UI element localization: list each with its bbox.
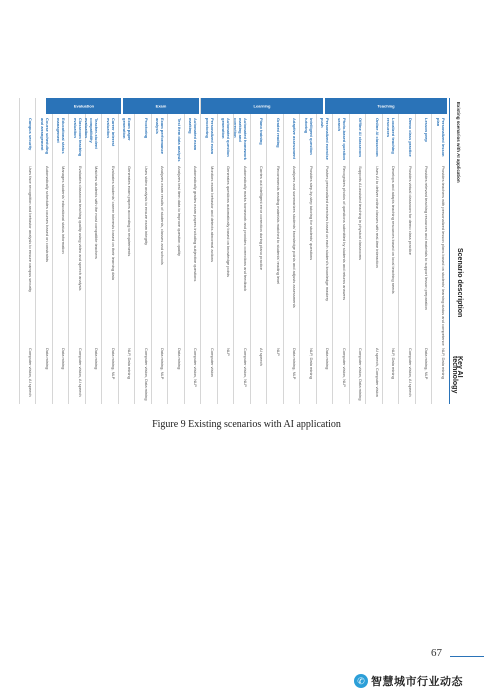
technology-cell: Computer vision, AI speech [78,348,83,397]
technology-cell: Data mining, NLP [111,348,116,380]
description-cell: Analyzes test item data to improve question quality [177,166,182,257]
technology-cell: Data mining [325,348,331,370]
scenario-cell: Educational status management [56,118,67,154]
scenario-cell: Offline AI classroom [358,118,364,157]
table-row [415,98,432,404]
description-cell: Uses face recognition and behavior analysis to ensure campus security [28,166,34,293]
table-row [316,98,333,404]
description-cell: Uses AI to deliver online classes with real-time interaction [375,166,380,268]
table-row [267,98,284,404]
scenario-cell: Adaptive assessment [292,118,298,159]
table-row [151,98,168,404]
description-cell: Provides relevant teaching resources and materials to support lesson preparation [424,166,430,310]
table-row [184,98,201,404]
technology-cell: Computer vision, Data mining [358,348,364,401]
table-row [52,98,69,404]
scenario-cell: Graded reading [276,118,281,148]
table-row [85,98,102,404]
description-cell: Evaluates classroom teaching quality using video and speech analysis [78,166,83,291]
description-cell: Pushes personalized exercises based on each student's knowledge mastery [325,166,331,302]
table-row [366,98,383,404]
table-header [449,98,464,404]
table-row [349,98,366,404]
table-row [399,98,416,404]
group-label: Teaching [377,103,395,109]
figure-caption: Figure 9 Existing scenarios with AI application [152,419,341,430]
scenario-cell: Classroom teaching evaluation [73,118,83,157]
table-row [300,98,317,404]
technology-cell: Data mining [61,348,67,370]
description-cell: Supports AI-assisted teaching in physical classrooms [358,166,364,261]
watermark-text: 智慧城市行业动态 [371,676,463,688]
scenario-cell: Exam paper generation [122,118,133,141]
description-cell: Automatically grades exam papers including subjective questions [193,166,199,282]
table-row [250,98,267,404]
technology-cell: Data mining [45,348,50,370]
scenario-cell: Exam performance analysis [155,118,166,155]
scenario-cell: Campus security [28,118,34,151]
table-row [36,98,53,404]
rotated-figure [8,98,464,404]
table-row [333,98,350,404]
scenario-cell: Teacher-student compatibility evaluation [84,118,100,149]
technology-cell: AI speech, Computer vision [375,348,380,397]
scenario-cell: Personalized exercise push [320,118,331,160]
scenario-table [8,98,464,404]
description-cell: Provides step-by-step tutoring for students' questions [309,166,314,261]
table-row [168,98,185,404]
technology-cell: Computer vision, NLP [342,348,347,387]
technology-cell: Data mining, NLP [160,348,166,380]
technology-cell: Computer vision, NLP [243,348,248,387]
technology-cell: NLP [226,348,232,356]
scenario-cell: Localized teaching resources [386,118,397,154]
table-row [382,98,399,404]
table-body [19,98,448,404]
scenario-cell: Automated homework marking and correction [233,118,248,161]
scenario-cell: Piano training [259,118,265,145]
technology-cell: NLP [276,348,281,356]
scenario-cell: Intelligent question tutoring [304,118,314,155]
watermark [354,673,463,689]
description-cell: Recommends reading materials matched to students' reading level [276,166,281,285]
group-label: Exam [155,103,167,109]
scenario-cell: Course scheduling and arrangement [40,118,50,155]
table-row [217,98,234,404]
table-row [102,98,119,404]
table-row [234,98,251,404]
group-band [124,98,200,114]
technology-cell: Data mining [177,348,182,370]
table-row [432,98,449,404]
description-cell: Develops and adapts teaching resources based on local teaching needs [391,166,397,294]
scenario-cell: Test item data analysis [177,118,182,162]
scenario-cell: Online AI classroom [375,118,380,157]
scenario-cell: Automated question generation [221,118,232,157]
technology-cell: Data mining [94,348,100,370]
group-label: Evaluation [73,103,94,109]
header-description: Scenario description [456,248,463,318]
technology-cell: AI speech [259,348,265,366]
description-cell: Generates questions automatically based on knowledge points [226,166,232,277]
scenario-cell: Automated exam marking [188,118,199,151]
header-technology: Key AI technology [451,356,463,394]
technology-cell: NLP, Data mining [391,348,397,379]
table-row [118,98,135,404]
technology-cell: NLP, Data mining [309,348,314,379]
description-cell: Analyzes exam results of students, classes and schools [160,166,166,265]
description-cell: Evaluates students' career interests based on their learning data [111,166,116,280]
description-cell: Uses video analysis to ensure exam integrity [144,166,149,246]
description-cell: Manages students' educational status information [61,166,67,254]
description-cell: Generates exam papers according to requirements [127,166,133,257]
technology-cell: Computer vision, NLP [193,348,199,387]
wechat-logo-icon: ✆ [354,674,368,688]
description-cell: Provides virtual classroom for demo class practice [408,166,413,255]
scenario-cell: Proctoring [144,118,149,139]
technology-cell: NLP, Data mining [127,348,133,379]
scenario-cell: Personalized lesson plan [436,118,446,157]
scenario-cell: Demo class practice [408,118,413,157]
page-number: 67 [431,647,442,659]
technology-cell: Computer vision, AI speech [408,348,413,397]
scenario-cell: Career interest evaluation [106,118,116,147]
header-scenario: Existing scenarios with AI application [456,102,461,183]
page-number-rule [450,656,484,657]
group-band [325,98,447,114]
technology-cell: NLP, Data mining [441,348,446,379]
description-cell: Automatically marks homework and provides corrections and feedback [243,166,248,292]
scenario-cell: Photo-based question search [337,118,347,160]
description-cell: Carries out intelligent error correction during piano practice [259,166,265,271]
group-label: Learning [253,103,271,109]
technology-cell: Computer vision [210,348,215,377]
group-band [46,98,122,114]
technology-cell: Data mining, NLP [424,348,430,380]
description-cell: Automatically schedules courses based on constraints [45,166,50,263]
table-row [283,98,300,404]
description-cell: Provides teachers with personalized lesson plans based on students' learning status and competence [441,166,446,346]
scenario-cell: Personalized exam proctoring [205,118,215,155]
technology-cell: Data mining, NLP [292,348,298,380]
table-row [135,98,152,404]
description-cell: Matches students with the most compatible teachers [94,166,100,259]
description-cell: Recognizes photos of questions submitted by students and returns answers [342,166,347,301]
technology-cell: Computer vision, AI speech [28,348,34,397]
technology-cell: Computer vision, Data mining [144,348,149,401]
table-row [201,98,218,404]
group-band [201,98,323,114]
table-row [19,98,36,404]
description-cell: Analyzes and summarizes students' knowledge points and adjusts assessments [292,166,298,308]
table-row [69,98,86,404]
description-cell: Monitors exam behavior and detects abnormal actions [210,166,215,263]
scenario-cell: Lesson prep [424,118,430,142]
